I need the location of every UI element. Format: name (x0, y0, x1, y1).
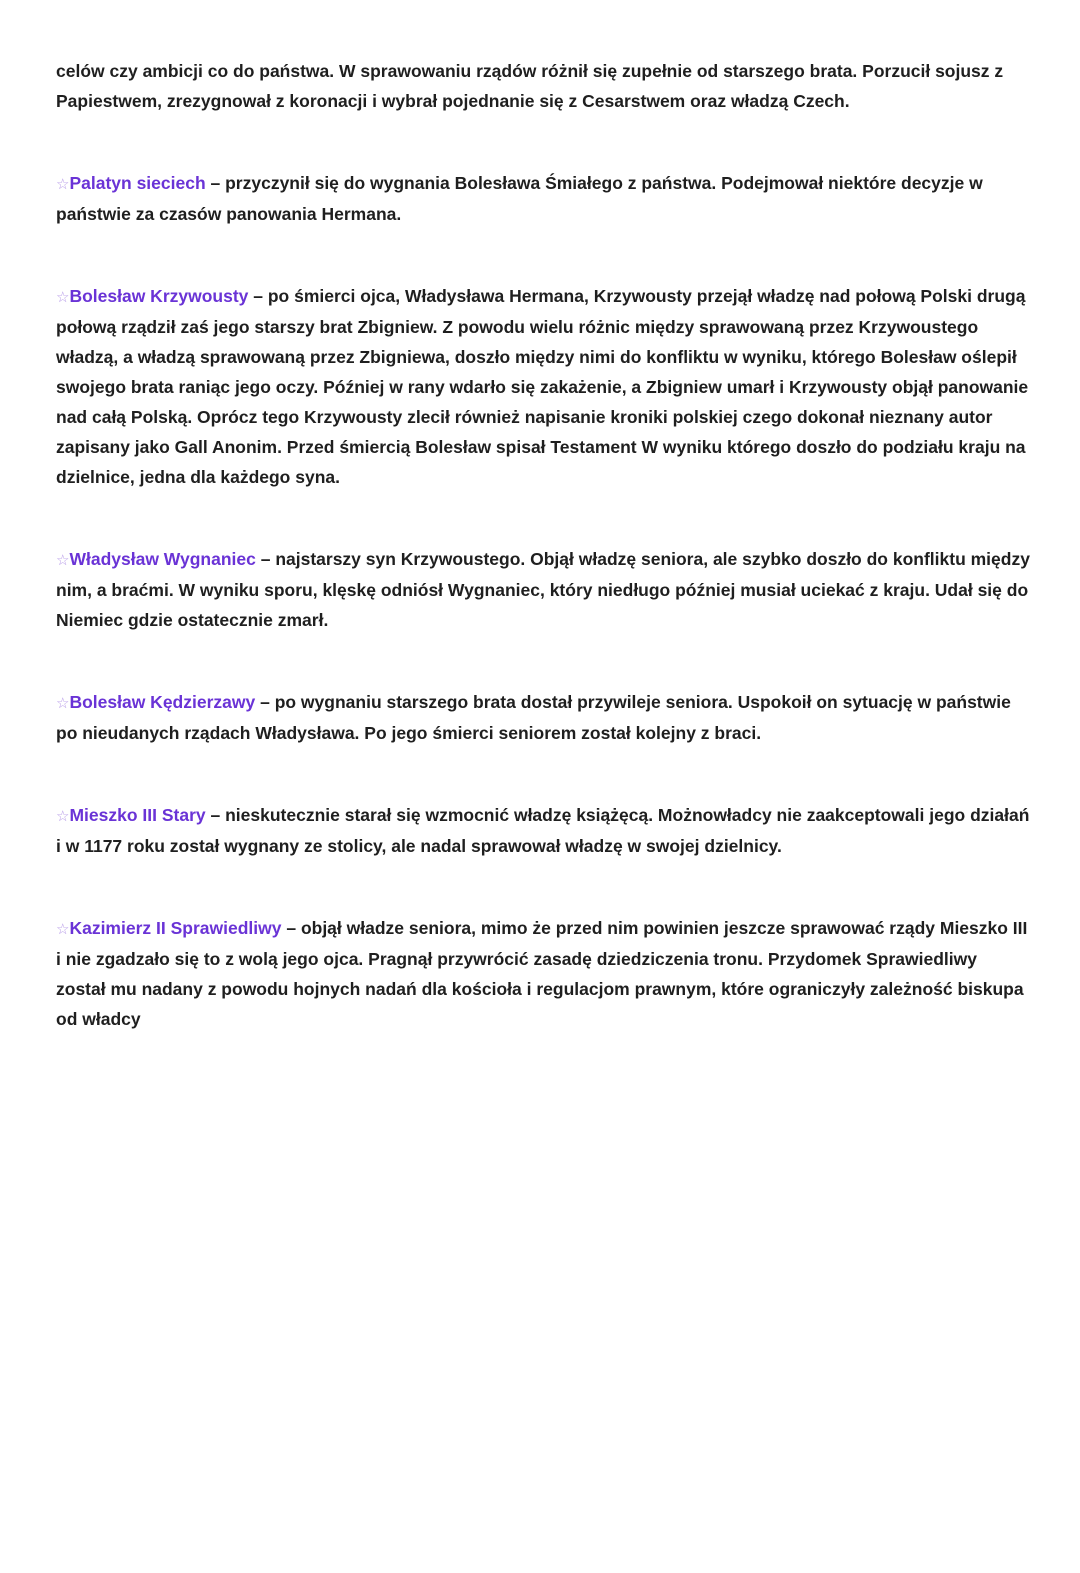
entry-text: – najstarszy syn Krzywoustego. Objął władzę seniora, ale szybko doszło do konfliktu między nim, a braćmi. W wyniku sporu, klęskę odniósł Wygnaniec, który niedługo później musiał uciekać z kraju. Udał się do Niemiec gdzie ostatecznie zmarł. (56, 549, 1030, 630)
entry-name: Mieszko III Stary (69, 805, 206, 825)
star-icon: ☆ (56, 694, 70, 712)
entry-name: Bolesław Krzywousty (69, 286, 249, 306)
entry-paragraph-boleslaw-krzywousty (56, 281, 1030, 492)
entry-paragraph-kazimierz-ii-sprawiedliwy (56, 913, 1030, 1034)
star-icon: ☆ (56, 920, 70, 938)
entry-paragraph-boleslaw-kedzierzawy (56, 687, 1030, 748)
entry-text: – po śmierci ojca, Władysława Hermana, Krzywousty przejął władzę nad połową Polski drugą połową rządził zaś jego starszy brat Zbigniew. Z powodu wielu różnic między sprawowaną przez Krzywoustego władzą, a władzą sprawowaną przez Zbigniewa, doszło między nimi do konfliktu w wyniku, którego Bolesław oślepił swojego brata raniąc jego oczy. Później w rany wdarło się zakażenie, a Zbigniew umarł i Krzywousty objął panowanie nad całą Polską. Oprócz tego Krzywousty zlecił również napisanie kroniki polskiej czego dokonał nieznany autor zapisany jako Gall Anonim. Przed śmiercią Bolesław spisał Testament W wyniku którego doszło do podziału kraju na dzielnice, jedna dla każdego syna. (56, 286, 1029, 487)
entry-paragraph-palatyn-sieciech (56, 168, 1030, 229)
entry-name: Kazimierz II Sprawiedliwy (69, 918, 282, 938)
star-icon: ☆ (56, 807, 70, 825)
entry-paragraph-wladyslaw-wygnaniec (56, 544, 1030, 635)
entry-text: – po wygnaniu starszego brata dostał przywileje seniora. Uspokoił on sytuację w państwie po nieudanych rządach Władysława. Po jego śmierci seniorem został kolejny z braci. (56, 692, 1011, 743)
star-icon: ☆ (56, 288, 70, 306)
star-icon: ☆ (56, 551, 70, 569)
entry-name: Palatyn sieciech (69, 173, 206, 193)
entry-name: Władysław Wygnaniec (69, 549, 256, 569)
entry-text: – objął władze seniora, mimo że przed nim powinien jeszcze sprawować rządy Mieszko III i nie zgadzało się to z wolą jego ojca. Pragnął przywrócić zasadę dziedziczenia tronu. Przydomek Sprawiedliwy został mu nadany z powodu hojnych nadań dla kościoła i regulacjom prawnym, które ograniczyły zależność biskupa od władcy (56, 918, 1028, 1029)
star-icon: ☆ (56, 175, 70, 193)
entry-paragraph-mieszko-iii-stary (56, 800, 1030, 861)
entry-text: – nieskutecznie starał się wzmocnić władzę książęcą. Możnowładcy nie zaakceptowali jego działań i w 1177 roku został wygnany ze stolicy, ale nadal sprawował władzę w swojej dzielnicy. (56, 805, 1030, 856)
entry-text: – przyczynił się do wygnania Bolesława Śmiałego z państwa. Podejmował niektóre decyzje w państwie za czasów panowania Hermana. (56, 173, 983, 224)
intro-paragraph: celów czy ambicji co do państwa. W sprawowaniu rządów różnił się zupełnie od starszego brata. Porzucił sojusz z Papiestwem, zrezygnował z koronacji i wybrał pojednanie się z Cesarstwem oraz władzą Czech. (56, 61, 1004, 111)
entry-name: Bolesław Kędzierzawy (69, 692, 256, 712)
